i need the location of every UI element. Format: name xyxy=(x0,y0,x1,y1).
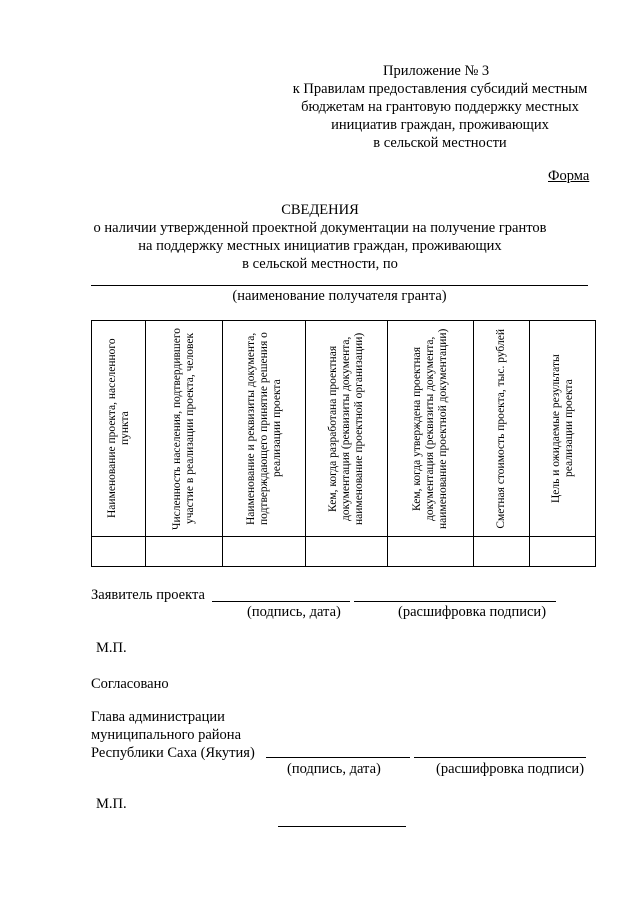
table-cell[interactable] xyxy=(92,537,146,567)
head-title-line: Глава администрации xyxy=(91,709,225,725)
recipient-caption: (наименование получателя гранта) xyxy=(232,288,447,304)
appendix-line: в сельской местности xyxy=(373,135,507,151)
table-cell[interactable] xyxy=(388,537,474,567)
table-row xyxy=(92,537,596,567)
column-header-label: Кем, когда утверждена проектная документация (реквизиты документа, наименование проектной документации) xyxy=(411,328,449,529)
appendix-line: к Правилам предоставления субсидий местным xyxy=(292,81,588,97)
applicant-sign-caption: (подпись, дата) xyxy=(247,604,341,620)
appendix-line: инициатив граждан, проживающих xyxy=(331,117,549,133)
document-title: СВЕДЕНИЯ xyxy=(281,202,359,218)
column-header-label: Наименование и реквизиты документа, подтверждающего принятие решения о реализации проекта xyxy=(244,332,283,525)
head-decode-caption: (расшифровка подписи) xyxy=(436,761,585,777)
column-header xyxy=(474,321,530,537)
heading-line: о наличии утвержденной проектной документации на получение грантов xyxy=(93,220,547,236)
appendix-number: Приложение № 3 xyxy=(383,63,490,79)
head-title-line: муниципального района xyxy=(91,727,241,743)
form-label: Форма xyxy=(548,168,590,184)
head-decode-line[interactable] xyxy=(414,757,586,758)
applicant-signature-line[interactable] xyxy=(212,601,350,602)
column-header-label: Кем, когда разработана проектная документация (реквизиты документа, наименование проектной организации) xyxy=(327,332,365,525)
table-cell[interactable] xyxy=(146,537,223,567)
column-header-label: Сметная стоимость проекта, тыс. рублей xyxy=(495,328,507,529)
column-header xyxy=(388,321,474,537)
table-cell[interactable] xyxy=(223,537,306,567)
column-header xyxy=(306,321,388,537)
column-header xyxy=(530,321,596,537)
head-title xyxy=(91,708,255,762)
recipient-name-line xyxy=(91,285,588,286)
appendix-line: бюджетам на грантовую поддержку местных xyxy=(301,99,579,115)
stamp-place: М.П. xyxy=(96,640,127,656)
head-sign-caption: (подпись, дата) xyxy=(287,761,381,777)
column-header-label: Наименование проекта, населенного пункта xyxy=(105,338,131,519)
head-title-line: Республики Саха (Якутия) xyxy=(91,745,255,761)
project-documentation-table xyxy=(91,320,596,567)
applicant-decode-caption: (расшифровка подписи) xyxy=(398,604,547,620)
column-header-label: Цель и ожидаемые результаты реализации проекта xyxy=(549,354,575,503)
stamp-place: М.П. xyxy=(96,796,127,812)
head-signature-line[interactable] xyxy=(266,757,410,758)
table-header-row xyxy=(92,321,596,537)
applicant-label: Заявитель проекта xyxy=(91,587,205,603)
agreed-label: Согласовано xyxy=(91,676,169,692)
document-heading xyxy=(60,201,580,273)
column-header xyxy=(223,321,306,537)
heading-line: на поддержку местных инициатив граждан, проживающих xyxy=(138,238,502,254)
table-cell[interactable] xyxy=(306,537,388,567)
appendix-reference xyxy=(270,80,610,152)
column-header xyxy=(92,321,146,537)
column-header xyxy=(146,321,223,537)
heading-line: в сельской местности, по xyxy=(242,256,398,272)
column-header-label: Численность населения, подтвердившего участие в реализации проекта, человек xyxy=(171,327,196,530)
table-cell[interactable] xyxy=(530,537,596,567)
applicant-decode-line[interactable] xyxy=(354,601,556,602)
footer-separator xyxy=(278,826,406,827)
table-cell[interactable] xyxy=(474,537,530,567)
